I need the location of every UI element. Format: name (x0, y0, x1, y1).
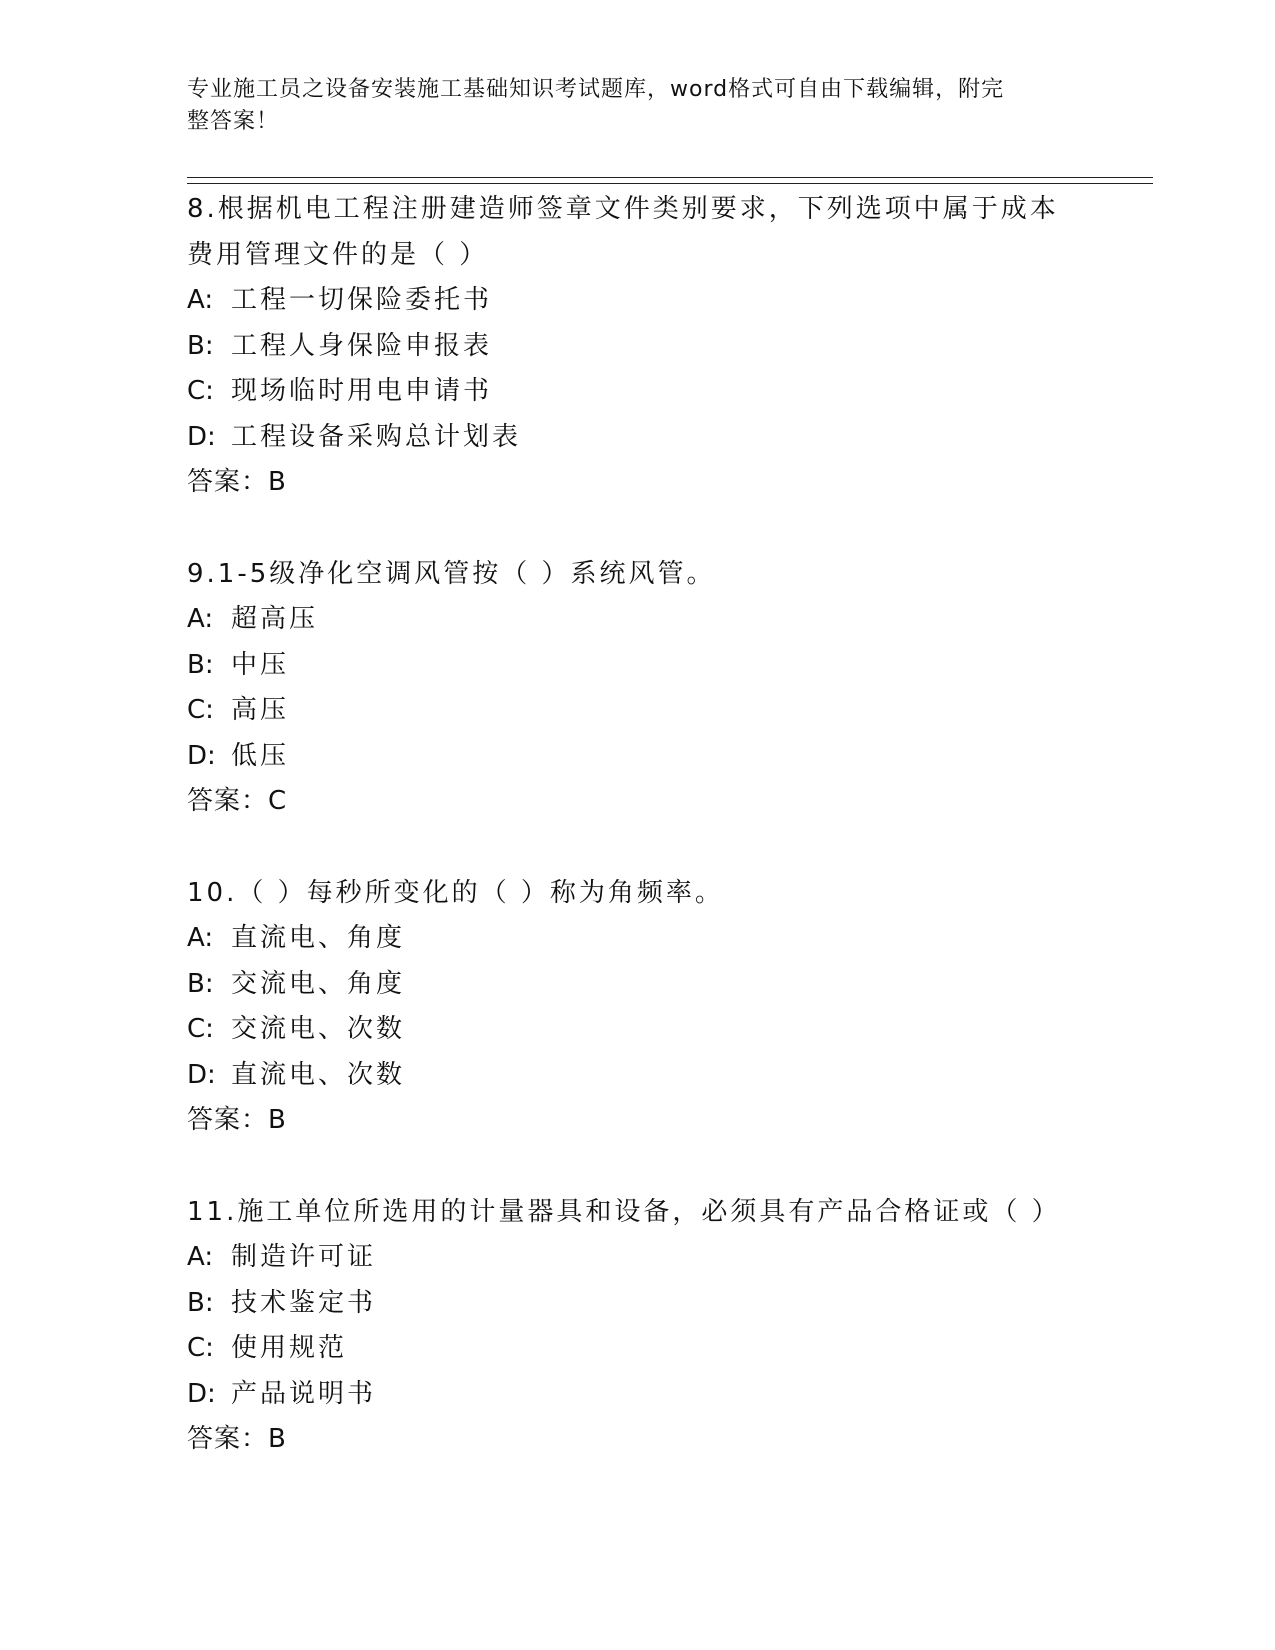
option-letter: A: (187, 285, 214, 315)
answer-option (187, 1053, 1087, 1099)
option-text: 使用规范 (231, 1333, 348, 1363)
header-line-2: 整答案！ (187, 109, 280, 134)
answer-option (187, 1281, 1087, 1327)
option-text: 现场临时用电申请书 (231, 376, 493, 406)
header-divider (187, 177, 1153, 184)
question-text-line: 费用管理文件的是（ ） (187, 239, 489, 270)
option-text: 中压 (231, 649, 290, 680)
option-text: 直流电、角度 (231, 923, 406, 953)
option-text: 直流电、次数 (231, 1059, 406, 1090)
option-text: 高压 (231, 695, 290, 725)
option-letter: C: (187, 695, 214, 725)
option-text: 工程人身保险申报表 (231, 330, 493, 361)
option-letter: C: (187, 376, 214, 406)
option-letter: A: (187, 923, 214, 953)
question-block (187, 552, 1087, 825)
option-text: 交流电、次数 (231, 1014, 406, 1044)
answer-option (187, 369, 1087, 415)
answer-option (187, 415, 1087, 461)
option-text: 产品说明书 (231, 1378, 377, 1409)
option-letter: B: (187, 649, 214, 680)
answer-option (187, 1326, 1087, 1372)
answer-option (187, 962, 1087, 1008)
option-letter: A: (187, 1242, 214, 1272)
option-text: 技术鉴定书 (231, 1287, 377, 1318)
answer-option (187, 1235, 1087, 1281)
question-text (187, 871, 1087, 917)
option-letter: B: (187, 968, 214, 999)
answer-option (187, 916, 1087, 962)
option-letter: B: (187, 330, 214, 361)
option-text: 工程一切保险委托书 (231, 285, 493, 315)
option-letter: D: (187, 1059, 216, 1090)
question-text (187, 187, 1087, 278)
document-header (187, 74, 1067, 138)
option-letter: D: (187, 421, 216, 452)
option-text: 制造许可证 (231, 1242, 377, 1272)
question-block (187, 1190, 1087, 1463)
answer-option (187, 324, 1087, 370)
question-list (187, 187, 1087, 1509)
answer-key: 答案：B (187, 467, 287, 497)
question-text-line: 9.1-5级净化空调风管按（ ）系统风管。 (187, 558, 716, 589)
answer-option (187, 1372, 1087, 1418)
answer-key: 答案：B (187, 1105, 287, 1135)
question-text (187, 1190, 1087, 1236)
option-letter: D: (187, 1378, 216, 1409)
option-letter: C: (187, 1014, 214, 1044)
option-letter: A: (187, 604, 214, 634)
question-block (187, 187, 1087, 506)
question-block (187, 871, 1087, 1144)
question-text-line: 11.施工单位所选用的计量器具和设备，必须具有产品合格证或（ ） (187, 1196, 1061, 1227)
option-text: 低压 (231, 740, 290, 771)
option-letter: B: (187, 1287, 214, 1318)
answer-option (187, 734, 1087, 780)
question-text-line: 10.（ ）每秒所变化的（ ）称为角频率。 (187, 877, 724, 908)
answer-option (187, 597, 1087, 643)
answer-option (187, 278, 1087, 324)
option-letter: C: (187, 1333, 214, 1363)
option-text: 工程设备采购总计划表 (231, 421, 522, 452)
answer-key: 答案：B (187, 1424, 287, 1454)
answer-option (187, 643, 1087, 689)
answer-key: 答案：C (187, 786, 288, 816)
option-text: 超高压 (231, 604, 319, 634)
answer-option (187, 688, 1087, 734)
question-text-line: 8.根据机电工程注册建造师签章文件类别要求，下列选项中属于成本 (187, 194, 1059, 224)
question-text (187, 552, 1087, 598)
option-letter: D: (187, 740, 216, 771)
header-line-1: 专业施工员之设备安装施工基础知识考试题库，word格式可自由下载编辑，附完 (187, 77, 1005, 102)
option-text: 交流电、角度 (231, 968, 406, 999)
answer-option (187, 1007, 1087, 1053)
